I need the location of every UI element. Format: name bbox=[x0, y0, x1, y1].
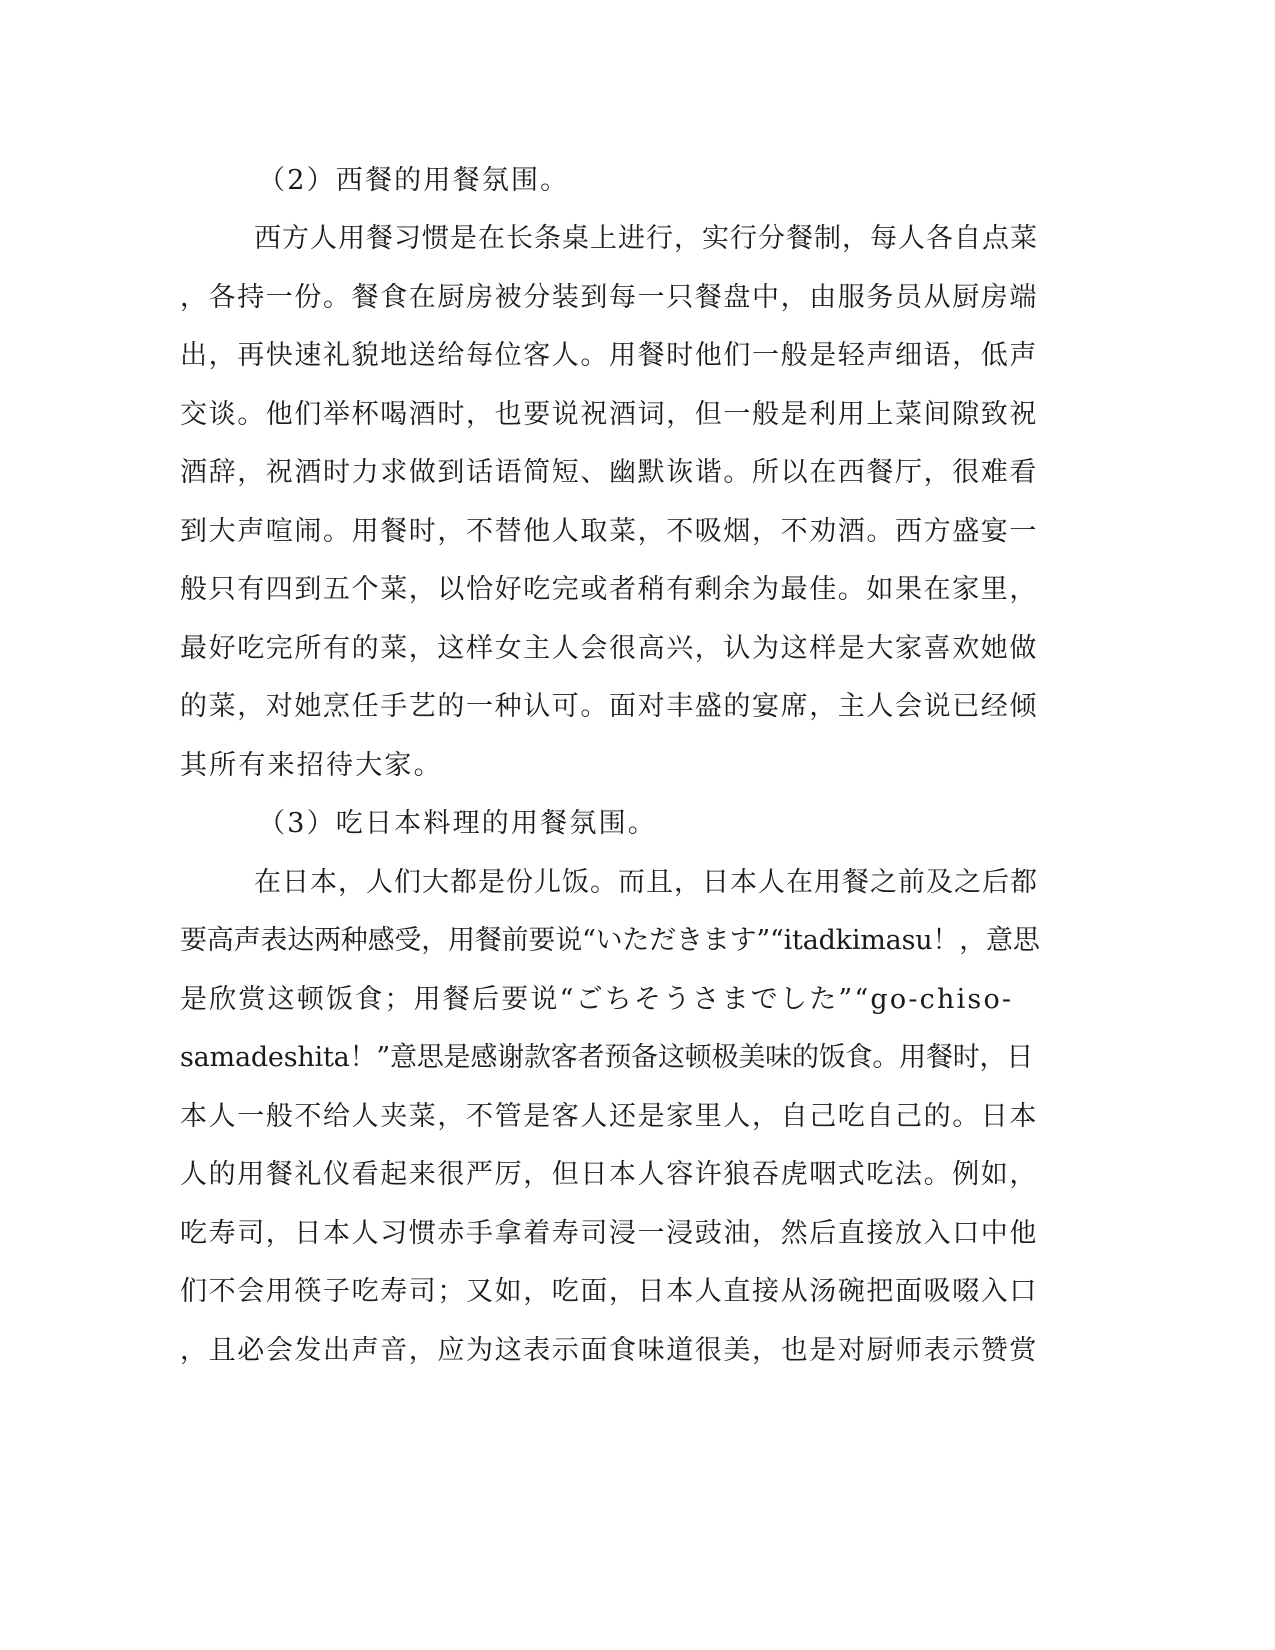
paragraph-line: samadeshita！”意思是感谢款客者预备这顿极美味的饭食。用餐时，日 bbox=[180, 1042, 1034, 1073]
paragraph-line: 出，再快速礼貌地送给每位客人。用餐时他们一般是轻声细语，低声 bbox=[180, 340, 1038, 371]
paragraph-line: 本人一般不给人夹菜，不管是客人还是家里人，自己吃自己的。日本 bbox=[180, 1101, 1038, 1132]
paragraph-line: 其所有来招待大家。 bbox=[180, 750, 443, 781]
paragraph-line: 到大声喧闹。用餐时，不替他人取菜，不吸烟，不劝酒。西方盛宴一 bbox=[180, 516, 1038, 547]
heading-japanese-dining: （3）吃日本料理的用餐氛围。 bbox=[258, 808, 657, 839]
paragraph-line: 西方人用餐习惯是在长条桌上进行，实行分餐制，每人各自点菜 bbox=[254, 223, 1038, 254]
paragraph-line: ，各持一份。餐食在厨房被分装到每一只餐盘中，由服务员从厨房端 bbox=[180, 282, 1038, 313]
paragraph-line: 的菜，对她烹任手艺的一种认可。面对丰盛的宴席，主人会说已经倾 bbox=[180, 691, 1038, 722]
paragraph-line: ，且必会发出声音，应为这表示面食味道很美，也是对厨师表示赞赏 bbox=[180, 1335, 1038, 1366]
paragraph-line: 要高声表达两种感受，用餐前要说“いただきます”“itadkimasu！，意思 bbox=[180, 925, 1040, 956]
paragraph-line: 最好吃完所有的菜，这样女主人会很高兴，认为这样是大家喜欢她做 bbox=[180, 633, 1038, 664]
paragraph-line: 交谈。他们举杯喝酒时，也要说祝酒词，但一般是利用上菜间隙致祝 bbox=[180, 399, 1038, 430]
paragraph-line: 是欣赏这顿饭食；用餐后要说“ごちそうさまでした”“go-chiso- bbox=[180, 984, 1014, 1015]
paragraph-line: 人的用餐礼仪看起来很严厉，但日本人容许狼吞虎咽式吃法。例如， bbox=[180, 1159, 1038, 1190]
paragraph-line: 们不会用筷子吃寿司；又如，吃面，日本人直接从汤碗把面吸啜入口 bbox=[180, 1276, 1038, 1307]
paragraph-line: 吃寿司，日本人习惯赤手拿着寿司浸一浸豉油，然后直接放入口中他 bbox=[180, 1218, 1038, 1249]
heading-western-dining: （2）西餐的用餐氛围。 bbox=[258, 165, 570, 196]
paragraph-line: 酒辞，祝酒时力求做到话语简短、幽默诙谐。所以在西餐厅，很难看 bbox=[180, 457, 1038, 488]
paragraph-line: 在日本，人们大都是份儿饭。而且，日本人在用餐之前及之后都 bbox=[254, 867, 1038, 898]
paragraph-line: 般只有四到五个菜，以恰好吃完或者稍有剩余为最佳。如果在家里， bbox=[180, 574, 1038, 605]
